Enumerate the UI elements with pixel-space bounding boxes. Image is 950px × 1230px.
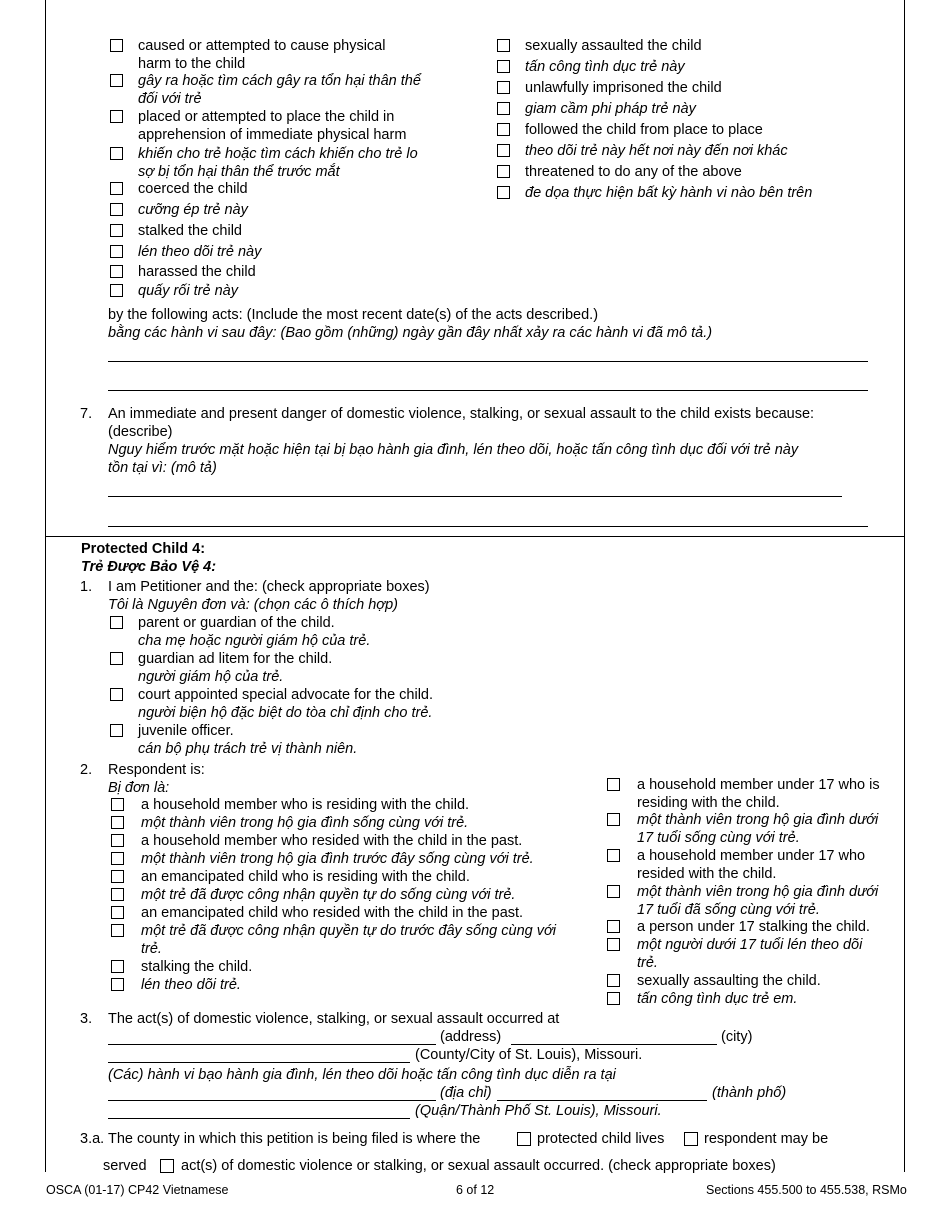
footer-page-number: 6 of 12 <box>456 1183 495 1197</box>
act-left-7-checkbox[interactable] <box>110 245 123 258</box>
respondent-left-checkbox[interactable] <box>111 978 124 991</box>
q1-number: 1. <box>80 579 93 595</box>
act-left-1-checkbox[interactable] <box>110 74 123 87</box>
respondent-served-label: respondent may be <box>704 1131 829 1147</box>
respondent-left-checkbox[interactable] <box>111 852 124 865</box>
petitioner-option-checkbox[interactable] <box>110 688 123 701</box>
respondent-right-checkbox[interactable] <box>607 813 620 826</box>
respondent-right-checkbox[interactable] <box>607 920 620 933</box>
address-label: (address) <box>440 1029 502 1045</box>
item7-text-vi-1: Nguy hiểm trước mặt hoặc hiện tại bị bạo hành gia đình, lén theo dõi, hoặc tấn công tình dục đối với trẻ này <box>108 442 799 458</box>
q2-number: 2. <box>80 762 93 778</box>
act-left-6-checkbox[interactable] <box>110 224 123 237</box>
respondent-left-label: an emancipated child who is residing with the child. <box>141 869 470 885</box>
act-right-5-checkbox[interactable] <box>497 144 510 157</box>
act-right-7-checkbox[interactable] <box>497 186 510 199</box>
act-right-1-label: tấn công tình dục trẻ này <box>525 59 685 75</box>
footer-form-id: OSCA (01-17) CP42 Vietnamese <box>46 1183 229 1197</box>
respondent-left-label: an emancipated child who resided with the child in the past. <box>141 905 524 921</box>
respondent-left-label: lén theo dõi trẻ. <box>141 977 241 993</box>
q2-text-vi: Bị đơn là: <box>108 780 170 796</box>
act-left-1-label: gây ra hoặc tìm cách gây ra tổn hại thân thể <box>138 73 421 89</box>
act-left-3-label: sợ bị tổn hại thân thể trước mắt <box>138 163 340 180</box>
petitioner-option-label: juvenile officer. <box>138 723 234 739</box>
respondent-served-checkbox[interactable] <box>684 1132 698 1146</box>
respondent-right-checkbox[interactable] <box>607 885 620 898</box>
city-input-line[interactable] <box>511 1044 717 1045</box>
q2-text: Respondent is: <box>108 762 205 778</box>
petitioner-option-label-vi: cán bộ phụ trách trẻ vị thành niên. <box>138 741 358 757</box>
q1-text-vi: Tôi là Nguyên đơn và: (chọn các ô thích hợp) <box>108 597 398 613</box>
address-input-line[interactable] <box>108 1044 436 1045</box>
respondent-left-checkbox[interactable] <box>111 924 124 937</box>
respondent-left-checkbox[interactable] <box>111 960 124 973</box>
item7-text-describe: (describe) <box>108 424 173 440</box>
respondent-left-label: a household member who resided with the child in the past. <box>141 833 523 849</box>
county-vi-input-line[interactable] <box>108 1118 410 1119</box>
act-left-5-checkbox[interactable] <box>110 203 123 216</box>
served-text: served <box>103 1158 147 1174</box>
act-left-9-checkbox[interactable] <box>110 284 123 297</box>
acts-occurred-checkbox[interactable] <box>160 1159 174 1173</box>
petitioner-option-label: court appointed special advocate for the child. <box>138 687 434 703</box>
protected-child-lives-checkbox[interactable] <box>517 1132 531 1146</box>
item7-text: An immediate and present danger of domestic violence, stalking, or sexual assault to the child exists because: <box>108 406 815 422</box>
act-left-3-label: khiến cho trẻ hoặc tìm cách khiến cho trẻ lo <box>138 146 418 162</box>
respondent-left-label: trẻ. <box>141 941 162 957</box>
respondent-right-checkbox[interactable] <box>607 778 620 791</box>
petitioner-option-label-vi: cha mẹ hoặc người giám hộ của trẻ. <box>138 633 371 649</box>
act-left-4-checkbox[interactable] <box>110 182 123 195</box>
respondent-left-label: một trẻ đã được công nhận quyền tự do sống cùng với trẻ. <box>141 887 516 903</box>
county-input-line[interactable] <box>108 1062 410 1063</box>
respondent-right-label: a household member under 17 who <box>637 848 866 864</box>
act-left-5-label: cưỡng ép trẻ này <box>138 202 248 218</box>
following-acts-text-vi: bằng các hành vi sau đây: (Bao gồm (những) ngày gần đây nhất xảy ra các hành vi đã mô tả.) <box>108 325 713 341</box>
act-left-3-checkbox[interactable] <box>110 147 123 160</box>
respondent-right-label: sexually assaulting the child. <box>637 973 821 989</box>
act-right-6-label: threatened to do any of the above <box>525 164 742 180</box>
q3-number: 3. <box>80 1011 93 1027</box>
respondent-right-label: a person under 17 stalking the child. <box>637 919 870 935</box>
danger-description-line-1[interactable] <box>108 496 842 497</box>
act-left-8-checkbox[interactable] <box>110 265 123 278</box>
acts-description-line-1[interactable] <box>108 361 868 362</box>
respondent-left-label: một thành viên trong hộ gia đình trước đây sống cùng với trẻ. <box>141 851 534 867</box>
petitioner-option-label-vi: người biện hộ đặc biệt do tòa chỉ định cho trẻ. <box>138 705 433 721</box>
act-left-9-label: quấy rối trẻ này <box>138 283 238 299</box>
act-left-8-label: harassed the child <box>138 264 256 280</box>
petitioner-option-checkbox[interactable] <box>110 616 123 629</box>
act-right-0-label: sexually assaulted the child <box>525 38 702 54</box>
respondent-right-checkbox[interactable] <box>607 938 620 951</box>
act-right-3-label: giam cầm phi pháp trẻ này <box>525 101 696 117</box>
respondent-right-label: 17 tuổi sống cùng với trẻ. <box>637 829 800 846</box>
respondent-right-label: residing with the child. <box>637 794 780 811</box>
act-left-1-label: đối với trẻ <box>138 90 202 107</box>
respondent-left-checkbox[interactable] <box>111 798 124 811</box>
q3-text: The act(s) of domestic violence, stalking, or sexual assault occurred at <box>108 1011 560 1027</box>
act-right-4-label: followed the child from place to place <box>525 122 763 138</box>
danger-description-line-2[interactable] <box>108 526 868 527</box>
respondent-left-label: a household member who is residing with the child. <box>141 797 470 813</box>
respondent-left-checkbox[interactable] <box>111 870 124 883</box>
act-left-7-label: lén theo dõi trẻ này <box>138 244 262 260</box>
act-left-4-label: coerced the child <box>138 181 248 197</box>
respondent-right-label: resided with the child. <box>637 865 777 882</box>
respondent-left-label: một trẻ đã được công nhận quyền tự do trước đây sống cùng với <box>141 923 556 939</box>
act-right-0-checkbox[interactable] <box>497 39 510 52</box>
act-right-2-checkbox[interactable] <box>497 81 510 94</box>
q3a-number: 3.a. <box>80 1131 105 1147</box>
q3-text-vi: (Các) hành vi bạo hành gia đình, lén theo dõi hoặc tấn công tình dục diễn ra tại <box>108 1067 616 1083</box>
item7-text-vi-2: tồn tại vì: (mô tả) <box>108 460 217 476</box>
act-right-7-label: đe dọa thực hiện bất kỳ hành vi nào bên trên <box>525 185 813 201</box>
respondent-left-label: stalking the child. <box>141 959 253 975</box>
item7-number: 7. <box>80 406 93 422</box>
act-right-5-label: theo dõi trẻ này hết nơi này đến nơi khác <box>525 143 788 159</box>
frame-left-border <box>45 0 46 1172</box>
following-acts-text: by the following acts: (Include the most recent date(s) of the acts described.) <box>108 307 599 323</box>
act-right-2-label: unlawfully imprisoned the child <box>525 80 722 96</box>
frame-right-border <box>904 0 905 1172</box>
city-vi-input-line[interactable] <box>497 1100 707 1101</box>
act-left-0-label: harm to the child <box>138 55 246 72</box>
respondent-right-checkbox[interactable] <box>607 974 620 987</box>
city-label: (city) <box>721 1029 753 1045</box>
child4-title-vi: Trẻ Được Bảo Vệ 4: <box>81 559 217 575</box>
respondent-right-label: một thành viên trong hộ gia đình dưới <box>637 884 879 900</box>
respondent-right-label: trẻ. <box>637 954 658 971</box>
county-label-vi: (Quận/Thành Phố St. Louis), Missouri. <box>415 1103 662 1119</box>
act-right-1-checkbox[interactable] <box>497 60 510 73</box>
respondent-left-checkbox[interactable] <box>111 906 124 919</box>
city-label-vi: (thành phố) <box>712 1085 787 1101</box>
respondent-left-checkbox[interactable] <box>111 888 124 901</box>
respondent-right-label: một thành viên trong hộ gia đình dưới <box>637 812 879 828</box>
address-label-vi: (địa chỉ) <box>440 1085 492 1101</box>
petitioner-option-label-vi: người giám hộ của trẻ. <box>138 669 284 685</box>
petitioner-option-label: guardian ad litem for the child. <box>138 651 333 667</box>
q3a-text: The county in which this petition is being filed is where the <box>108 1131 481 1147</box>
act-left-2-label: apprehension of immediate physical harm <box>138 126 407 143</box>
respondent-left-checkbox[interactable] <box>111 816 124 829</box>
respondent-right-checkbox[interactable] <box>607 849 620 862</box>
petitioner-option-checkbox[interactable] <box>110 724 123 737</box>
petitioner-option-checkbox[interactable] <box>110 652 123 665</box>
act-right-4-checkbox[interactable] <box>497 123 510 136</box>
county-label: (County/City of St. Louis), Missouri. <box>415 1047 643 1063</box>
act-left-0-checkbox[interactable] <box>110 39 123 52</box>
acts-occurred-label: act(s) of domestic violence or stalking, or sexual assault occurred. (check appropriate boxes) <box>181 1158 776 1174</box>
acts-description-line-2[interactable] <box>108 390 868 391</box>
child4-title: Protected Child 4: <box>81 541 206 557</box>
protected-child-lives-label: protected child lives <box>537 1131 665 1147</box>
act-left-6-label: stalked the child <box>138 223 242 239</box>
respondent-left-checkbox[interactable] <box>111 834 124 847</box>
respondent-right-label: tấn công tình dục trẻ em. <box>637 991 798 1007</box>
act-left-2-checkbox[interactable] <box>110 110 123 123</box>
act-left-0-label: caused or attempted to cause physical <box>138 38 386 54</box>
respondent-right-checkbox[interactable] <box>607 992 620 1005</box>
respondent-left-label: một thành viên trong hộ gia đình sống cùng với trẻ. <box>141 815 469 831</box>
respondent-right-label: 17 tuổi đã sống cùng với trẻ. <box>637 901 820 918</box>
respondent-right-label: a household member under 17 who is <box>637 777 880 793</box>
act-right-6-checkbox[interactable] <box>497 165 510 178</box>
act-right-3-checkbox[interactable] <box>497 102 510 115</box>
footer-sections: Sections 455.500 to 455.538, RSMo <box>706 1183 907 1197</box>
address-vi-input-line[interactable] <box>108 1100 436 1101</box>
act-left-2-label: placed or attempted to place the child in <box>138 109 395 125</box>
respondent-right-label: một người dưới 17 tuổi lén theo dõi <box>637 937 863 953</box>
section-divider <box>45 536 905 537</box>
q1-text: I am Petitioner and the: (check appropriate boxes) <box>108 579 430 595</box>
petitioner-option-label: parent or guardian of the child. <box>138 615 335 631</box>
